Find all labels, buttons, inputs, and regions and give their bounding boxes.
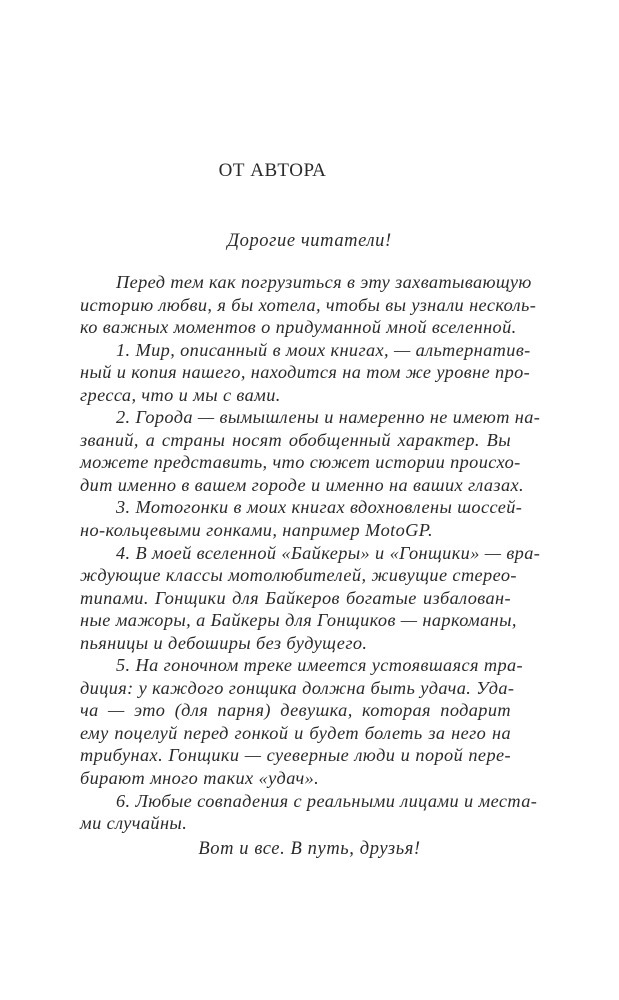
paragraph (80, 339, 531, 407)
paragraph (80, 406, 541, 496)
paragraph (80, 496, 523, 541)
text-line: гресса, что и мы с вами. (80, 384, 281, 405)
text-line: ждующие классы мотолюбителей, живущие стерео- (80, 565, 517, 586)
text-line: типами. Гонщики для Байкеров богатые избалован- (80, 587, 511, 608)
text-line: ные мажоры, а Байкеры для Гонщиков — наркоманы, (80, 610, 517, 631)
paragraph (80, 654, 524, 789)
text-line: 5. На гоночном треке имеется устоявшаяся тра- (116, 655, 524, 676)
paragraph (80, 790, 538, 835)
body-text (80, 271, 541, 835)
greeting: Дорогие читатели! (227, 231, 392, 251)
text-line: 3. Мотогонки в моих книгах вдохновлены шоссей- (116, 497, 523, 518)
closing-line: Вот и все. В путь, друзья! (198, 839, 421, 859)
text-line: ми случайны. (80, 813, 188, 834)
paragraph (80, 542, 541, 655)
paragraph (80, 271, 537, 339)
text-line: 4. В моей вселенной «Байкеры» и «Гонщики» — вра- (116, 542, 541, 563)
text-line: ный и копия нашего, находится на том же уровне про- (80, 362, 531, 383)
text-line: диция: у каждого гонщика должна быть удача. Уда- (80, 677, 515, 698)
text-line: званий, а страны носят обобщенный характер. Вы (80, 429, 511, 450)
text-line: ко важных моментов о придуманной мной вселенной. (80, 317, 517, 338)
text-line: историю любви, я бы хотела, чтобы вы узнали несколь- (80, 294, 537, 315)
page-title: ОТ АВТОРА (218, 160, 327, 181)
text-line: бирают много таких «удач». (80, 768, 320, 789)
text-line: ча — это (для парня) девушка, которая подарит (80, 700, 511, 721)
text-line: пьяницы и дебоширы без будущего. (80, 632, 368, 653)
text-line: Перед тем как погрузиться в эту захватывающую (116, 272, 532, 292)
text-line: 2. Города — вымышлены и намеренно не имеют на- (116, 407, 541, 428)
text-line: но-кольцевыми гонками, например MotoGP. (80, 520, 433, 541)
text-line: трибунах. Гонщики — суеверные люди и порой пере- (80, 745, 511, 766)
text-line: 1. Мир, описанный в моих книгах, — альтернатив- (116, 339, 531, 360)
text-line: 6. Любые совпадения с реальными лицами и места- (116, 790, 538, 811)
text-line: можете представить, что сюжет истории происхо- (80, 452, 521, 473)
text-line: ему поцелуй перед гонкой и будет болеть за него на (80, 722, 511, 743)
text-line: дит именно в вашем городе и именно на ваших глазах. (80, 474, 524, 495)
